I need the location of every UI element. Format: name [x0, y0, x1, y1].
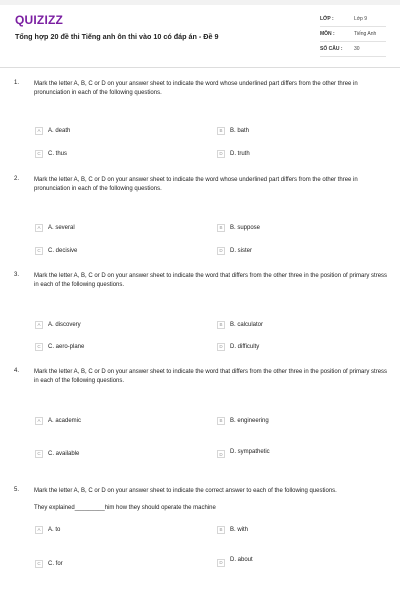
option-b[interactable]: [217, 416, 269, 425]
question-number: 1.: [14, 80, 20, 86]
question-number: 4.: [14, 368, 20, 374]
option-letter-box: D: [217, 450, 225, 458]
option-letter-box: C: [35, 150, 43, 158]
top-bar: [0, 0, 400, 5]
option-text: D. difficulty: [230, 343, 260, 350]
option-letter-box: B: [217, 127, 225, 135]
option-d[interactable]: [217, 555, 253, 564]
option-text: D. about: [230, 556, 253, 563]
question-text: Mark the letter A, B, C or D on your answer sheet to indicate the word that differs from the other three in the position of primary stress in each of the following questions.: [34, 273, 388, 288]
option-letter-box: C: [35, 247, 43, 255]
option-letter-box: B: [217, 526, 225, 534]
meta-value: Lớp 9: [354, 16, 368, 22]
option-d[interactable]: [217, 447, 270, 456]
option-letter-box: B: [217, 224, 225, 232]
option-text: C. for: [48, 560, 63, 567]
option-letter-box: C: [35, 450, 43, 458]
option-letter-box: B: [217, 417, 225, 425]
question-text: Mark the letter A, B, C or D on your answer sheet to indicate the word whose underlined part differs from the other three in pronunciation in each of the following questions.: [34, 177, 358, 192]
option-text: D. sympathetic: [230, 448, 270, 455]
option-letter-box: C: [35, 343, 43, 351]
option-a[interactable]: [35, 126, 70, 135]
meta-key: LỚP :: [320, 16, 334, 22]
quizizz-logo: QUIZIZZ: [15, 13, 64, 27]
option-b[interactable]: [217, 223, 260, 232]
question-number: 3.: [14, 272, 20, 278]
option-text: A. several: [48, 224, 75, 231]
option-b[interactable]: [217, 320, 263, 329]
meta-value: 30: [354, 46, 360, 52]
option-d[interactable]: [217, 342, 259, 351]
option-text: A. death: [48, 127, 71, 134]
option-a[interactable]: [35, 525, 60, 534]
meta-value: Tiếng Anh: [354, 31, 377, 37]
option-letter-box: C: [35, 560, 43, 568]
option-d[interactable]: [217, 149, 250, 158]
option-a[interactable]: [35, 320, 81, 329]
question-text: Mark the letter A, B, C or D on your answer sheet to indicate the word that differs from the other three in the position of primary stress in each of the following questions.: [34, 369, 388, 384]
option-letter-box: A: [35, 127, 43, 135]
option-c[interactable]: [35, 342, 84, 351]
option-text: C. thus: [48, 150, 68, 157]
option-text: A. to: [48, 526, 61, 533]
question-sentence: They explained_________him how they should operate the machine: [34, 505, 216, 511]
option-text: A. discovery: [48, 321, 81, 328]
option-letter-box: A: [35, 526, 43, 534]
option-text: C. available: [48, 450, 80, 457]
question-number: 5.: [14, 487, 20, 493]
meta-row-subject: [320, 27, 386, 42]
option-a[interactable]: [35, 223, 75, 232]
meta-row-class: [320, 12, 386, 27]
option-text: B. suppose: [230, 224, 261, 231]
option-letter-box: D: [217, 247, 225, 255]
option-c[interactable]: [35, 149, 67, 158]
option-a[interactable]: [35, 416, 81, 425]
option-d[interactable]: [217, 246, 252, 255]
meta-key: SỐ CÂU :: [320, 46, 343, 52]
option-text: C. aero-plane: [48, 343, 85, 350]
option-b[interactable]: [217, 525, 248, 534]
question-text: Mark the letter A, B, C or D on your answer sheet to indicate the word whose underlined part differs from the other three in pronunciation in each of the following questions.: [34, 81, 358, 96]
option-letter-box: D: [217, 150, 225, 158]
option-text: B. with: [230, 526, 249, 533]
option-text: D. truth: [230, 150, 250, 157]
option-c[interactable]: [35, 246, 77, 255]
option-letter-box: D: [217, 343, 225, 351]
option-letter-box: A: [35, 321, 43, 329]
option-letter-box: A: [35, 224, 43, 232]
option-b[interactable]: [217, 126, 249, 135]
option-c[interactable]: [35, 449, 79, 458]
question-number: 2.: [14, 176, 20, 182]
option-text: B. calculator: [230, 321, 264, 328]
meta-key: MÔN :: [320, 31, 335, 37]
option-text: A. academic: [48, 417, 82, 424]
option-letter-box: D: [217, 559, 225, 567]
option-text: B. engineering: [230, 417, 269, 424]
option-letter-box: A: [35, 417, 43, 425]
meta-row-question-count: [320, 42, 386, 57]
header-divider: [0, 67, 400, 68]
option-text: C. decisive: [48, 247, 78, 254]
option-letter-box: B: [217, 321, 225, 329]
document-title: Tổng hợp 20 đề thi Tiếng anh ôn thi vào 10 có đáp án - Đề 9: [15, 32, 219, 41]
option-text: D. sister: [230, 247, 253, 254]
meta-table: [320, 12, 386, 57]
option-text: B. bath: [230, 127, 250, 134]
option-c[interactable]: [35, 559, 63, 568]
question-text: Mark the letter A, B, C or D on your answer sheet to indicate the correct answer to each of the following questions.: [34, 488, 337, 494]
